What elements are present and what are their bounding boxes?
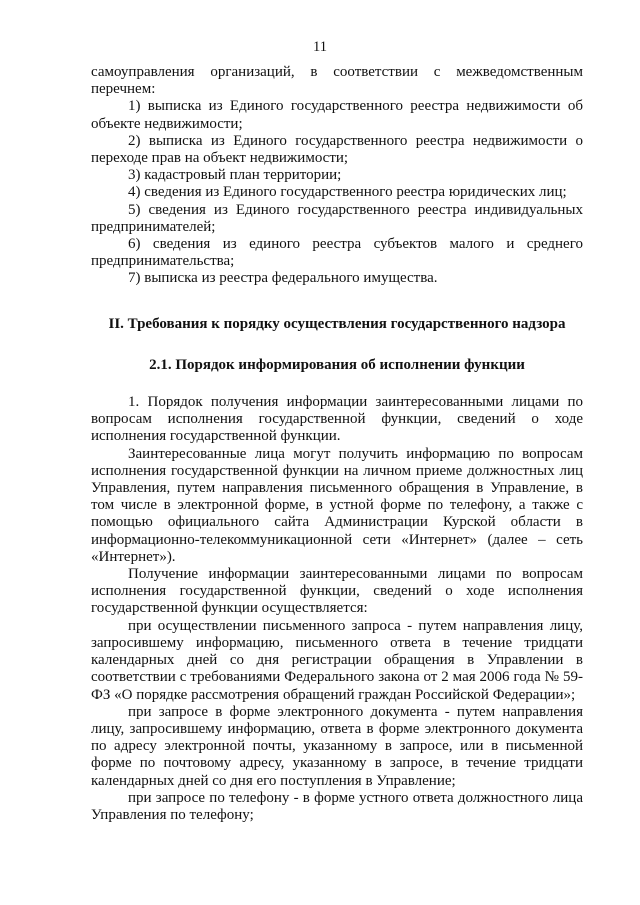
paragraph: при запросе в форме электронного документа - путем направления лицу, запросившему информацию, ответа в форме электронного документа по адресу электронной почты, указанному в запросе, или в письменной форме по почтовому адресу, указанному в запросе, в течение тридцати календарных дней со дня его поступления в Управление; — [91, 703, 583, 789]
paragraph: при запросе по телефону - в форме устного ответа должностного лица Управления по телефону; — [91, 789, 583, 823]
list-item: 2) выписка из Единого государственного реестра недвижимости о переходе прав на объект недвижимости; — [91, 132, 583, 167]
list-item: 5) сведения из Единого государственного реестра индивидуальных предпринимателей; — [91, 201, 583, 235]
list-item: 7) выписка из реестра федерального имущества. — [128, 270, 438, 287]
list-item: 4) сведения из Единого государственного реестра юридических лиц; — [128, 184, 567, 201]
list-item: 1) выписка из Единого государственного реестра недвижимости об объекте недвижимости; — [91, 98, 583, 132]
paragraph: Заинтересованные лица могут получить информацию по вопросам исполнения государственной функции на личном приеме должностных лиц Управления, путем направления письменного обращения в Управление, в том числе в электронной форме, в устной форме по телефону, а также с помощью официального сайта Администрации Курской области в информационно-телекоммуникационной сети «Интернет» (далее – сеть «Интернет»). — [91, 445, 583, 565]
section-title: II. Требования к порядку осуществления государственного надзора — [108, 315, 566, 332]
list-intro: самоуправления организаций, в соответствии с межведомственным перечнем: — [91, 64, 583, 98]
spacer — [91, 288, 583, 316]
spacer — [91, 374, 583, 394]
paragraph: 1. Порядок получения информации заинтересованными лицами по вопросам исполнения государственной функции, сведений о ходе исполнения государственной функции. — [91, 394, 583, 445]
page-number: 11 — [313, 39, 327, 55]
list-item: 6) сведения из единого реестра субъектов малого и среднего предпринимательства; — [91, 236, 583, 270]
list-item: 3) кадастровый план территории; — [128, 167, 342, 184]
paragraph: при осуществлении письменного запроса - путем направления лицу, запросившему информацию, письменного ответа в течение тридцати календарных дней со дня регистрации обращения в Управлении в соответствии с требованиями Федерального закона от 2 мая 2006 года № 59-ФЗ «О порядке рассмотрения обращений граждан Российской Федерации»; — [91, 617, 583, 703]
paragraph: Получение информации заинтересованными лицами по вопросам исполнения государственной функции, сведений о ходе исполнения государственной функции осуществляется: — [91, 566, 583, 617]
subsection-title: 2.1. Порядок информирования об исполнении функции — [149, 356, 525, 373]
spacer — [91, 333, 583, 357]
document-body — [91, 64, 583, 824]
